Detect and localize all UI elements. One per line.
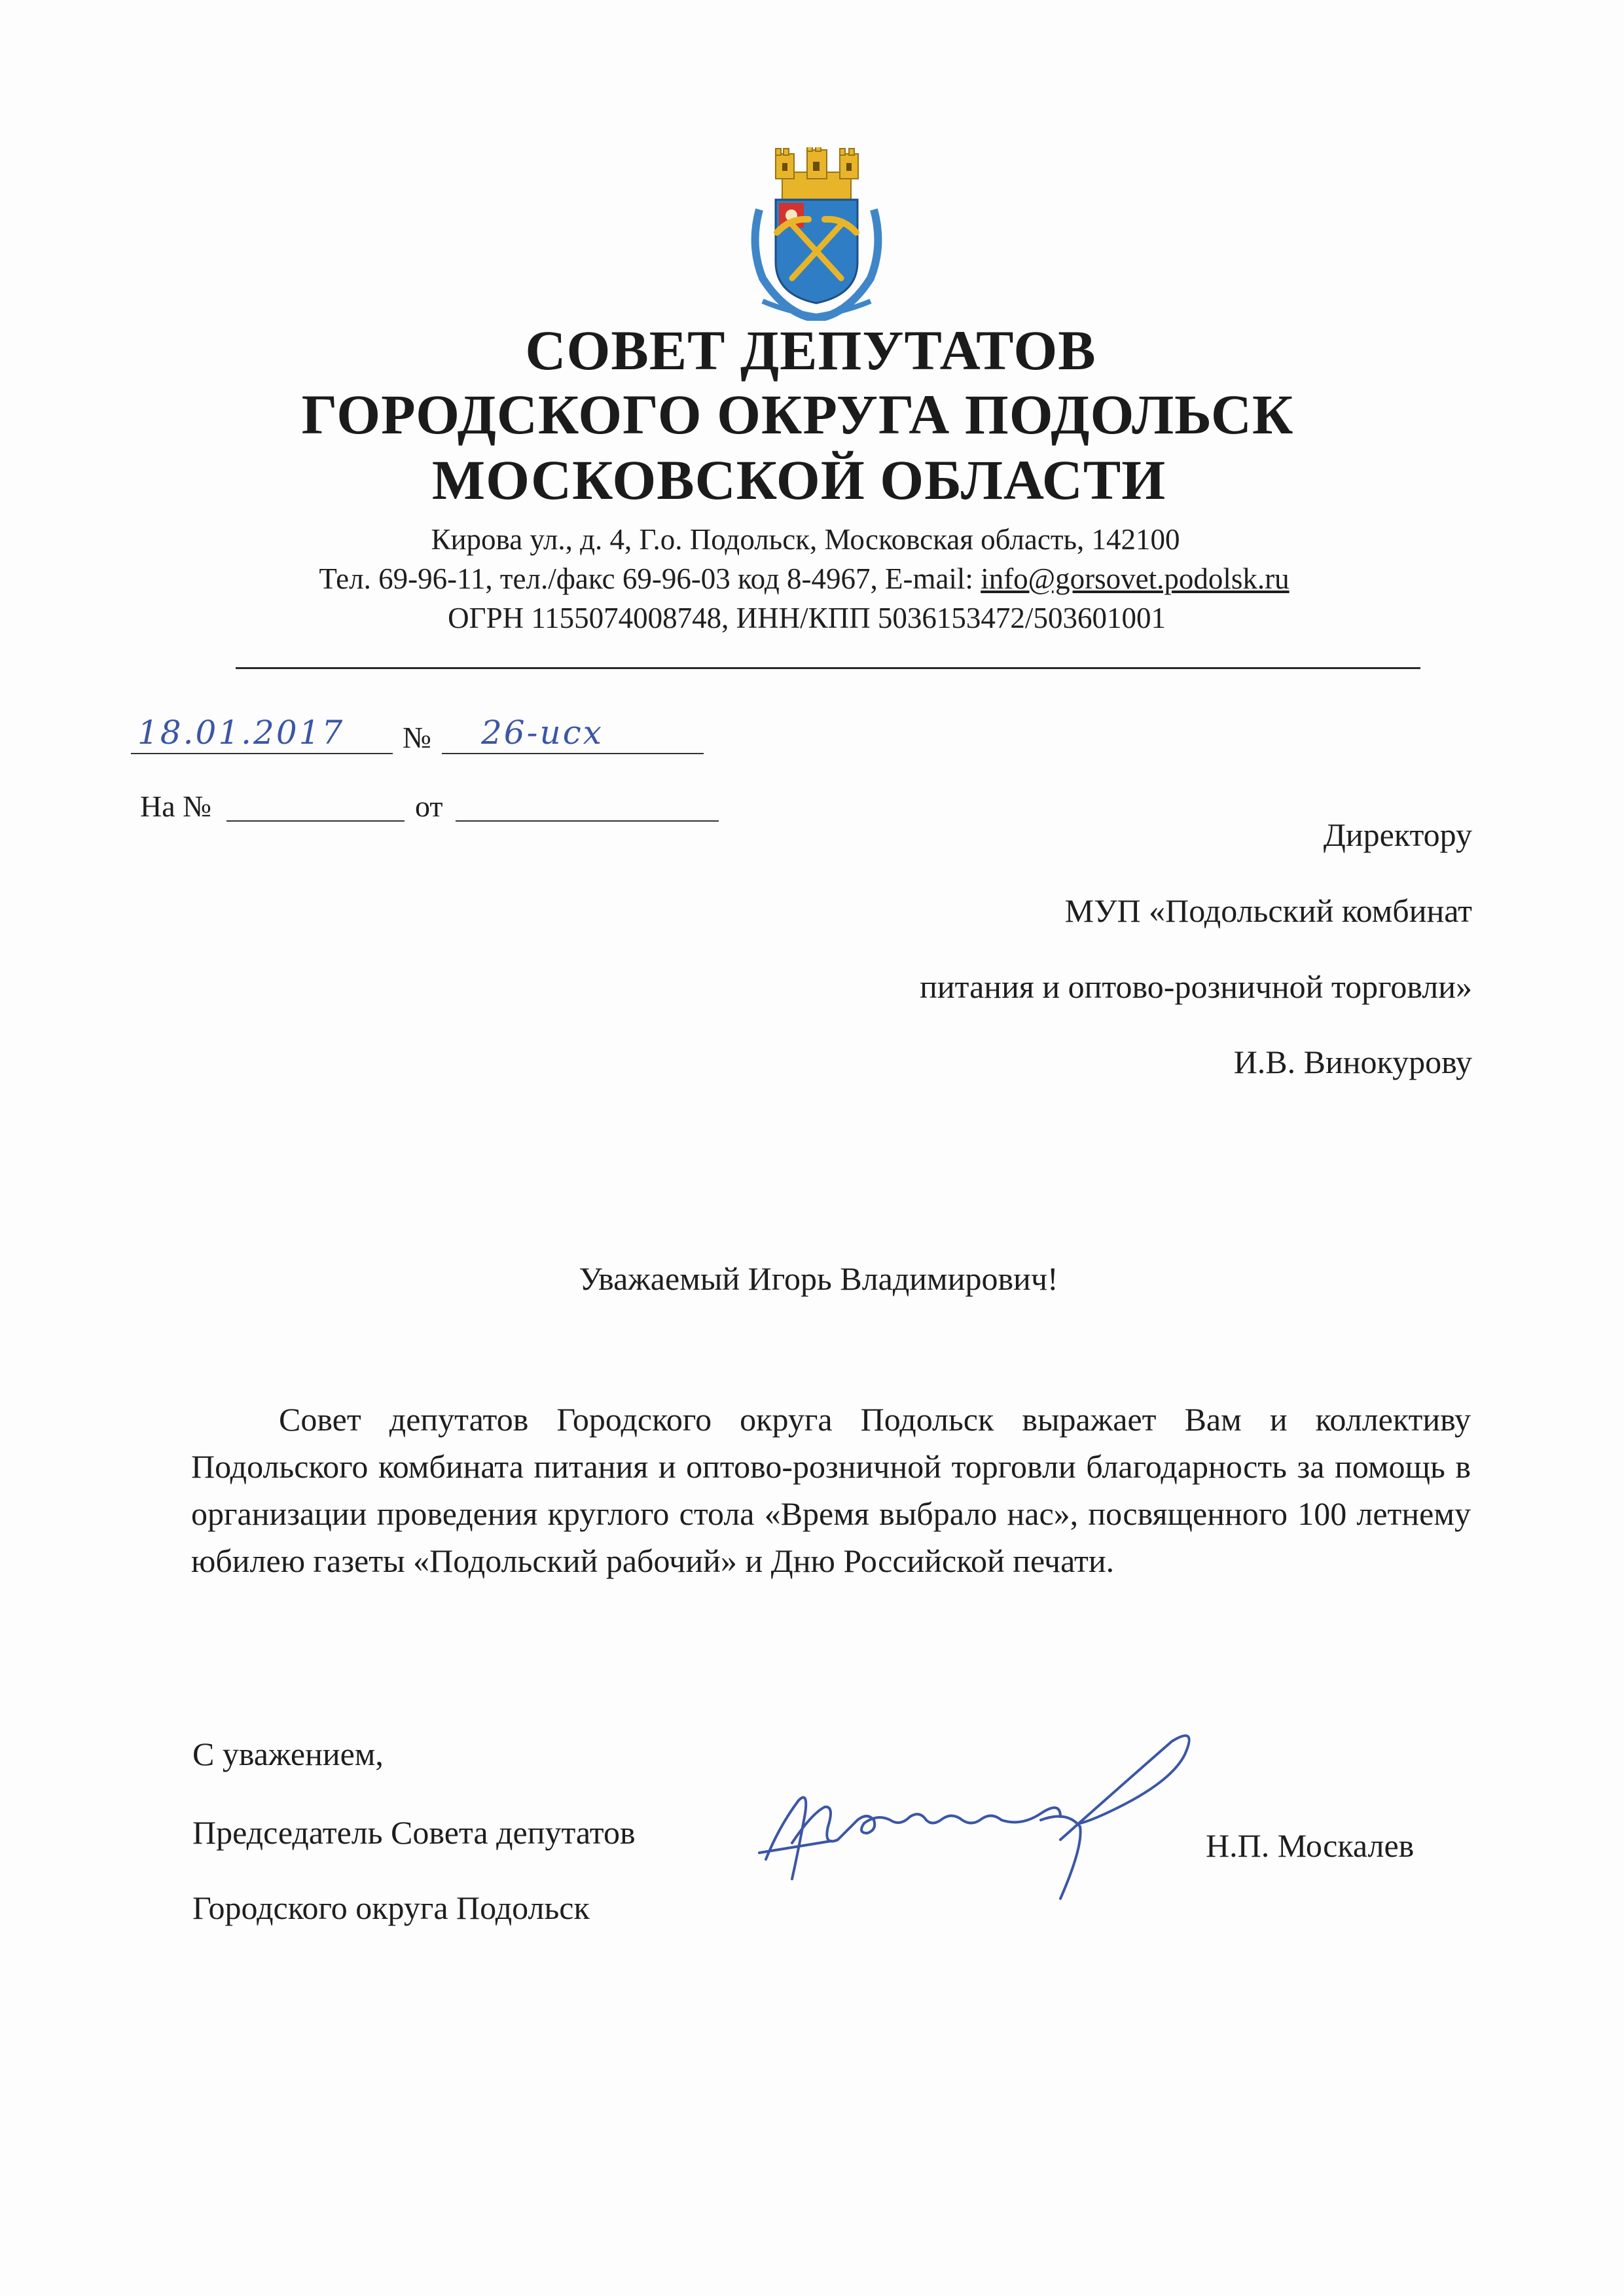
outgoing-number: 26-исх (481, 714, 604, 752)
reply-number-blank (226, 820, 405, 822)
outgoing-date: 18.01.2017 (137, 714, 345, 752)
org-title-line2: ГОРОДСКОГО ОКРУГА ПОДОЛЬСК (301, 383, 1294, 446)
outgoing-date-field (131, 714, 393, 754)
signer-position-line1: Председатель Совета депутатов (192, 1814, 636, 1851)
header-divider (236, 667, 1420, 669)
addressee-line2: МУП «Подольский комбинат (1064, 892, 1472, 929)
org-registry: ОГРН 1155074008748, ИНН/КПП 5036153472/503601001 (448, 602, 1166, 634)
addressee-line4: И.В. Винокурову (1233, 1044, 1472, 1080)
org-phone-line (0, 564, 1616, 594)
closing-regards: С уважением, (192, 1736, 384, 1772)
reply-date-blank (456, 820, 719, 822)
org-address: Кирова ул., д. 4, Г.о. Подольск, Московская область, 142100 (431, 523, 1180, 556)
letter-body: Совет депутатов Городского округа Подольск выражает Вам и коллективу Подольского комбината питания и оптово-розничной торговли благодарность за помощь в организации проведения круглого стола «Время выбрало нас», посвященного 100 летнему юбилею газеты «Подольский рабочий» и Дню Российской печати. (191, 1401, 1471, 1579)
reply-from-label: от (415, 790, 443, 823)
signer-name: Н.П. Москалев (1206, 1827, 1415, 1864)
outgoing-number-field (442, 714, 704, 754)
addressee-line3: питания и оптово-розничной торговли» (920, 968, 1472, 1005)
number-sign: № (403, 721, 431, 754)
addressee-line1: Директору (1323, 816, 1472, 853)
salutation: Уважаемый Игорь Владимирович! (579, 1260, 1058, 1297)
org-title-line1: СОВЕТ ДЕПУТАТОВ (525, 319, 1096, 382)
org-email-link[interactable]: info@gorsovet.podolsk.ru (981, 562, 1290, 595)
reply-number-label: На № (140, 790, 212, 823)
handwritten-signature-icon (753, 1728, 1224, 1925)
org-phone: Тел. 69-96-11, тел./факс 69-96-03 код 8-4967, E-mail: (319, 562, 981, 595)
coat-of-arms-icon (746, 147, 887, 321)
signer-position-line2: Городского округа Подольск (192, 1889, 590, 1926)
org-title-line3: МОСКОВСКОЙ ОБЛАСТИ (431, 448, 1166, 511)
